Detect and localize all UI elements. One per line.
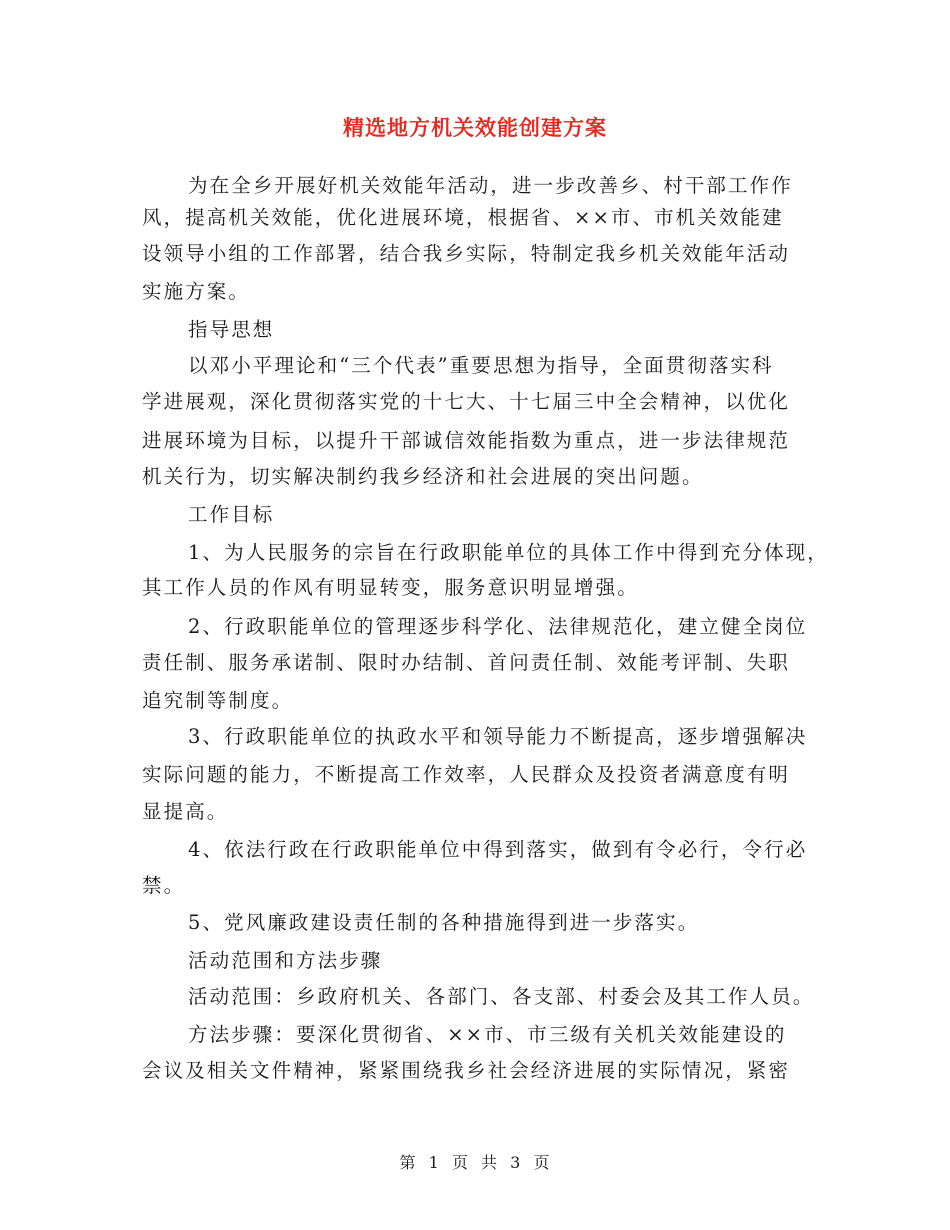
paragraph-line: 责任制、服务承诺制、限时办结制、首问责任制、效能考评制、失职 bbox=[142, 651, 791, 674]
paragraph-line: 方法步骤：要深化贯彻省、××市、市三级有关机关效能建设的 bbox=[188, 1023, 787, 1046]
footer-page-mid: 页 bbox=[451, 1153, 469, 1172]
paragraph-line: 风，提高机关效能，优化进展环境，根据省、××市、市机关效能建 bbox=[142, 206, 784, 229]
paragraph-line: 2、行政职能单位的管理逐步科学化、法律规范化，建立健全岗位 bbox=[188, 615, 808, 638]
section-heading: 活动范围和方法步骤 bbox=[188, 949, 383, 972]
footer-page-prefix: 第 bbox=[399, 1153, 417, 1172]
section-heading: 工作目标 bbox=[188, 503, 275, 526]
paragraph-line: 5、党风廉政建设责任制的各种措施得到进一步落实。 bbox=[188, 911, 700, 934]
paragraph-line: 1、为人民服务的宗旨在行政职能单位的具体工作中得到充分体现， bbox=[188, 541, 829, 564]
paragraph-line: 其工作人员的作风有明显转变，服务意识明显增强。 bbox=[142, 576, 639, 599]
footer-page-total: 3 bbox=[510, 1153, 522, 1172]
paragraph-line: 以邓小平理论和“三个代表”重要思想为指导，全面贯彻落实科 bbox=[188, 354, 774, 377]
paragraph-line: 3、行政职能单位的执政水平和领导能力不断提高，逐步增强解决 bbox=[188, 725, 808, 748]
section-heading: 指导思想 bbox=[188, 318, 275, 341]
paragraph-line: 学进展观，深化贯彻落实党的十七大、十七届三中全会精神，以优化 bbox=[142, 390, 791, 413]
document-title: 精选地方机关效能创建方案 bbox=[343, 115, 607, 140]
paragraph-line: 实际问题的能力，不断提高工作效率，人民群众及投资者满意度有明 bbox=[142, 763, 791, 786]
paragraph-line: 追究制等制度。 bbox=[142, 689, 294, 712]
paragraph-line: 设领导小组的工作部署，结合我乡实际，特制定我乡机关效能年活动 bbox=[142, 242, 791, 265]
paragraph-line: 实施方案。 bbox=[142, 280, 251, 303]
paragraph-line: 禁。 bbox=[142, 874, 186, 897]
footer-page-current: 1 bbox=[428, 1153, 440, 1172]
paragraph-line: 活动范围：乡政府机关、各部门、各支部、村委会及其工作人员。 bbox=[188, 985, 815, 1008]
footer-total-suffix: 页 bbox=[533, 1153, 551, 1172]
paragraph-line: 进展环境为目标，以提升干部诚信效能指数为重点，进一步法律规范 bbox=[142, 429, 791, 452]
paragraph-line: 机关行为，切实解决制约我乡经济和社会进展的突出问题。 bbox=[142, 465, 704, 488]
paragraph-line: 显提高。 bbox=[142, 800, 229, 823]
paragraph-line: 会议及相关文件精神，紧紧围绕我乡社会经济进展的实际情况，紧密 bbox=[142, 1059, 791, 1082]
paragraph-line: 4、依法行政在行政职能单位中得到落实，做到有令必行，令行必 bbox=[188, 838, 808, 861]
page-footer bbox=[0, 1150, 950, 1173]
paragraph-line: 为在全乡开展好机关效能年活动，进一步改善乡、村干部工作作 bbox=[188, 174, 793, 197]
footer-total-prefix: 共 bbox=[481, 1153, 499, 1172]
